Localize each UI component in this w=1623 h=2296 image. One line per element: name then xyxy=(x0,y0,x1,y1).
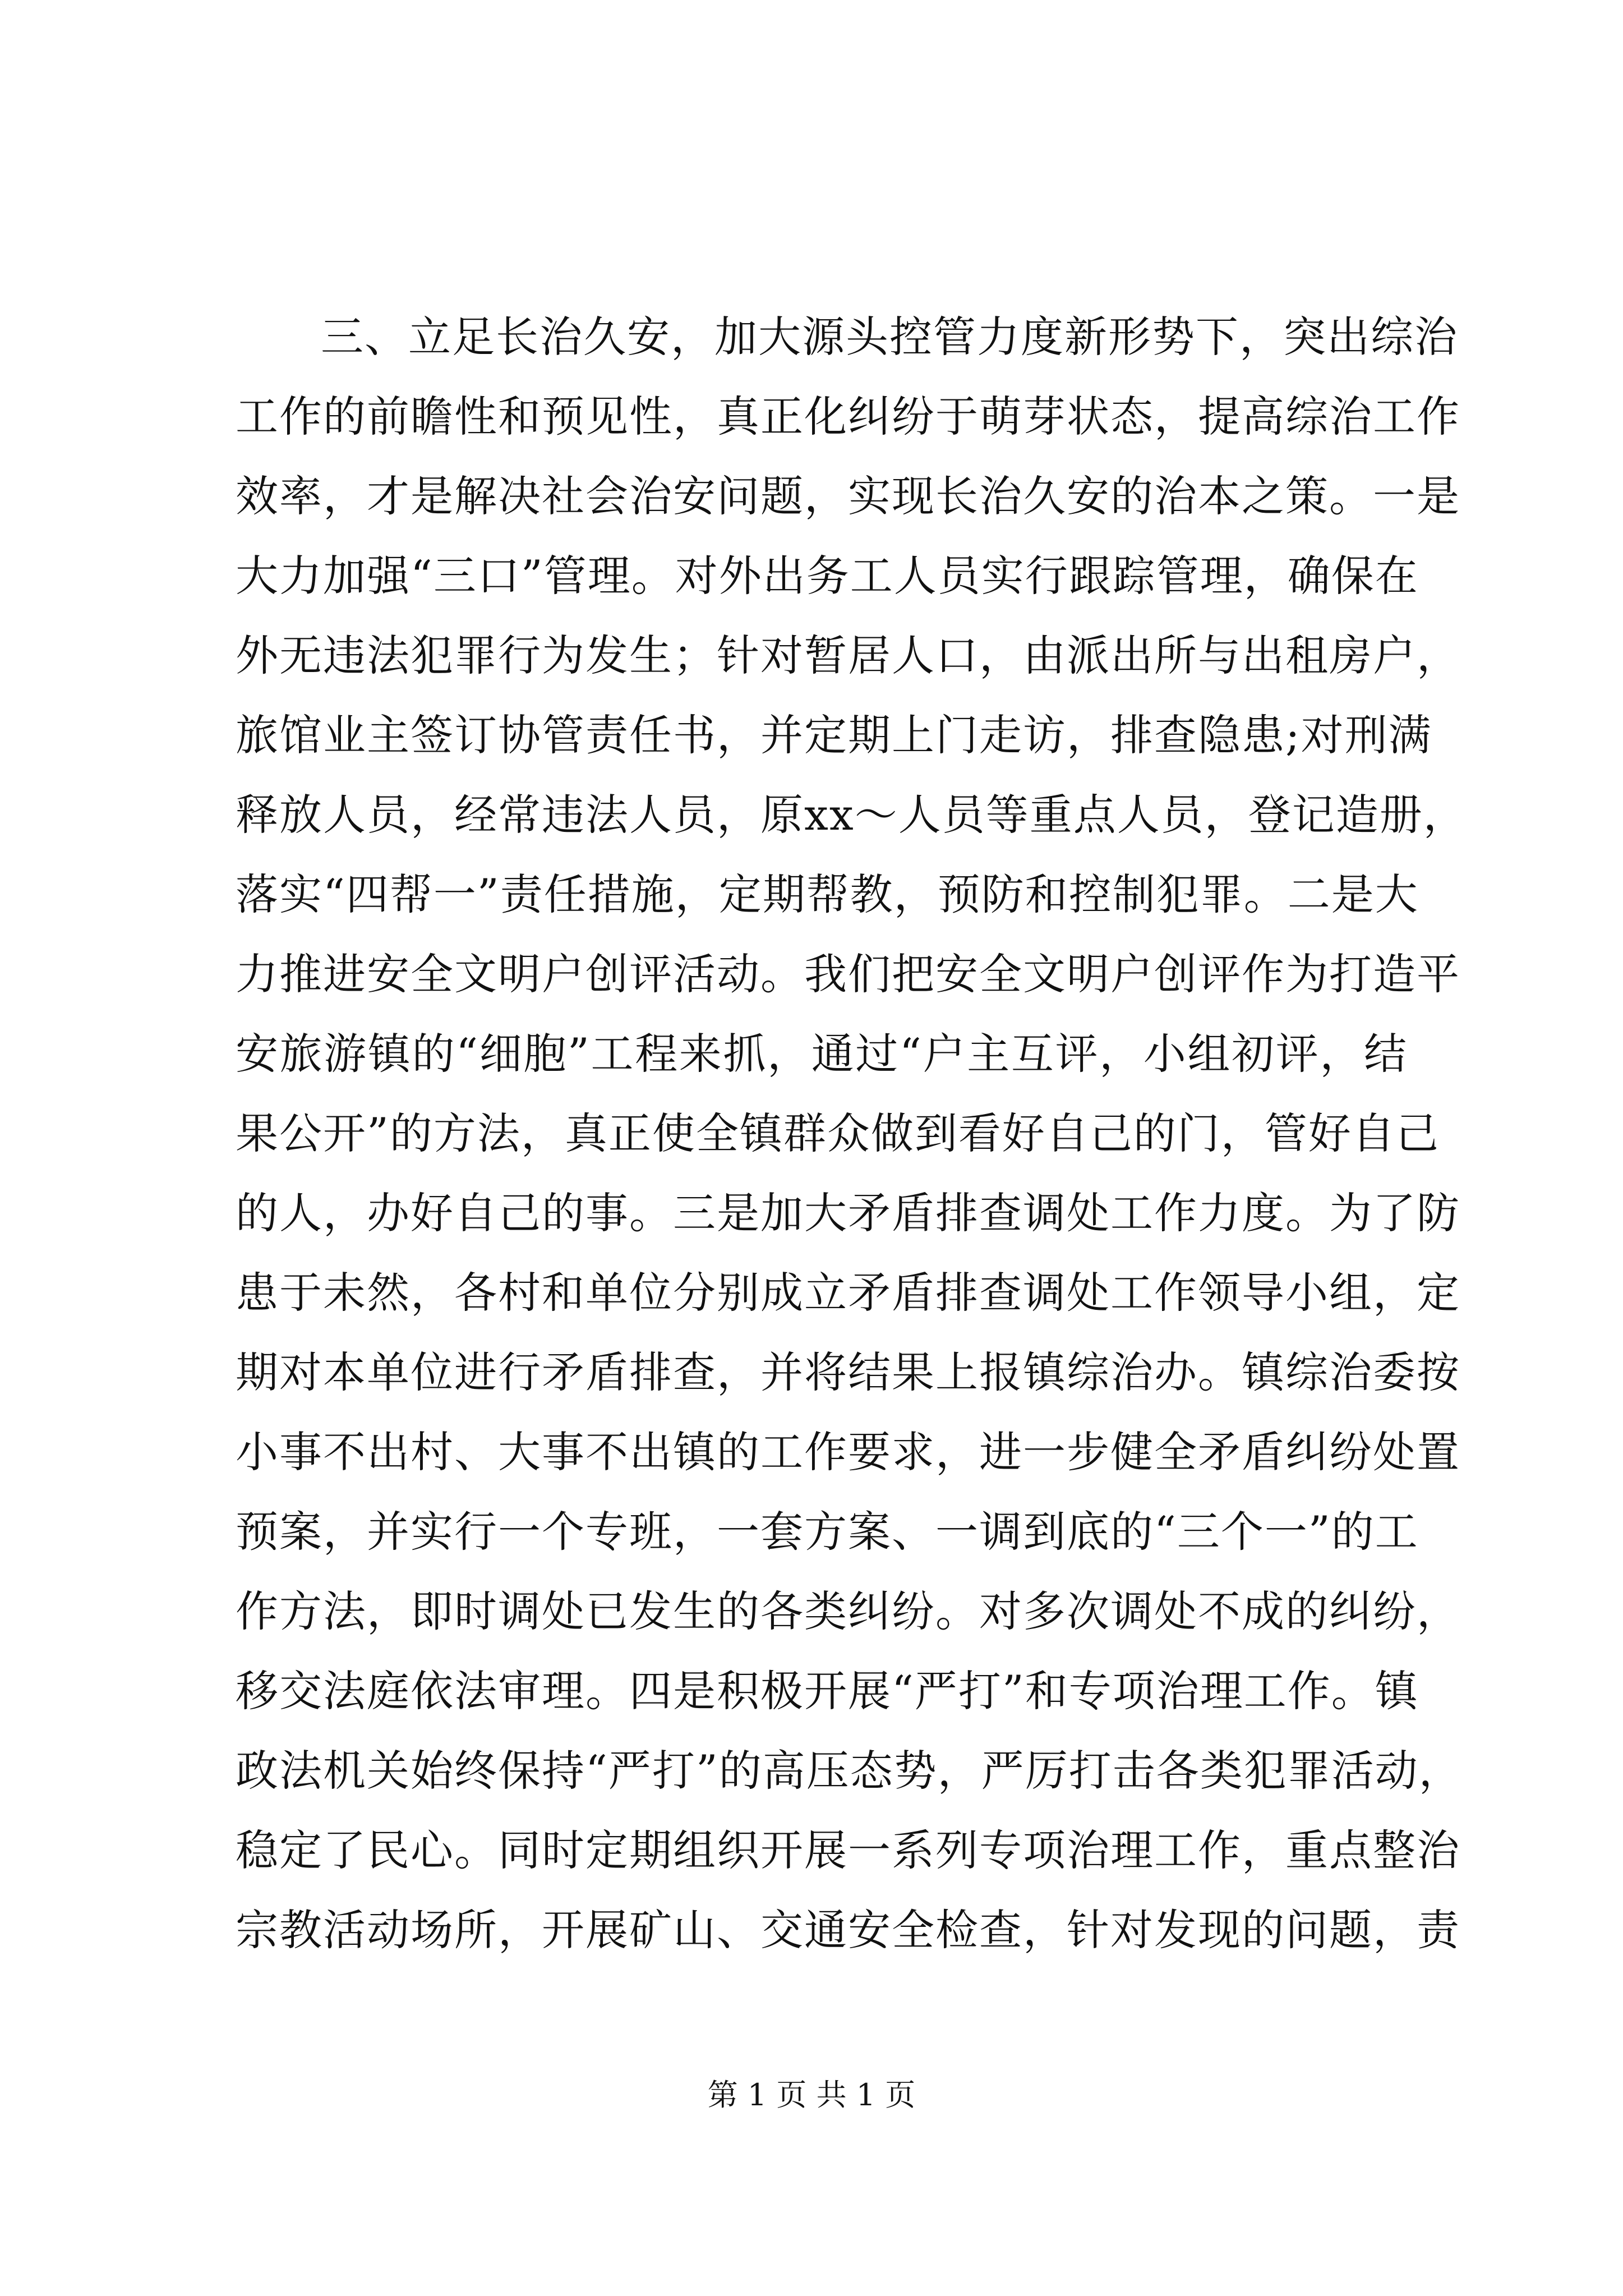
text-line-11: 果公开”的方法，真正使全镇群众做到看好自己的门，管好自己 xyxy=(236,1108,1440,1158)
text-line-7: 释放人员，经常违法人员，原xx～人员等重点人员，登记造册， xyxy=(236,790,1467,840)
text-line-2: 工作的前瞻性和预见性，真正化纠纷于萌芽状态，提高综治工作 xyxy=(236,392,1460,441)
page-number-footer: 第 1 页 共 1 页 xyxy=(707,2077,916,2113)
text-line-15: 小事不出村、大事不出镇的工作要求，进一步健全矛盾纠纷处置 xyxy=(236,1427,1460,1477)
text-line-16: 预案，并实行一个专班，一套方案、一调到底的“三个一”的工 xyxy=(236,1507,1419,1557)
text-line-17: 作方法，即时调处已发生的各类纠纷。对多次调处不成的纠纷， xyxy=(236,1586,1460,1636)
text-line-10: 安旅游镇的“细胞”工程来抓，通过“户主互评，小组初评，结 xyxy=(236,1029,1408,1079)
text-line-8: 落实“四帮一”责任措施，定期帮教，预防和控制犯罪。二是大 xyxy=(236,869,1419,919)
text-line-14: 期对本单位进行矛盾排查，并将结果上报镇综治办。镇综治委按 xyxy=(236,1347,1460,1397)
text-line-9: 力推进安全文明户创评活动。我们把安全文明户创评作为打造平 xyxy=(236,949,1460,999)
text-line-1: 三、立足长治久安，加大源头控管力度新形势下，突出综治 xyxy=(321,312,1458,362)
text-line-18: 移交法庭依法审理。四是积极开展“严打”和专项治理工作。镇 xyxy=(236,1666,1419,1716)
text-line-21: 宗教活动场所，开展矿山、交通安全检查，针对发现的问题，责 xyxy=(236,1905,1460,1955)
text-line-20: 稳定了民心。同时定期组织开展一系列专项治理工作，重点整治 xyxy=(236,1825,1460,1875)
body-paragraph xyxy=(236,297,1467,1970)
text-line-5: 外无违法犯罪行为发生；针对暂居人口，由派出所与出租房户， xyxy=(236,631,1460,680)
text-line-4: 大力加强“三口”管理。对外出务工人员实行跟踪管理，确保在 xyxy=(236,551,1419,601)
text-line-6: 旅馆业主签订协管责任书，并定期上门走访，排查隐患;对刑满 xyxy=(236,710,1432,760)
text-line-12: 的人，办好自己的事。三是加大矛盾排查调处工作力度。为了防 xyxy=(236,1188,1460,1238)
text-line-13: 患于未然，各村和单位分别成立矛盾排查调处工作领导小组，定 xyxy=(236,1268,1460,1318)
text-line-3: 效率，才是解决社会治安问题，实现长治久安的治本之策。一是 xyxy=(236,471,1460,521)
text-line-19: 政法机关始终保持“严打”的高压态势，严厉打击各类犯罪活动， xyxy=(236,1746,1463,1796)
